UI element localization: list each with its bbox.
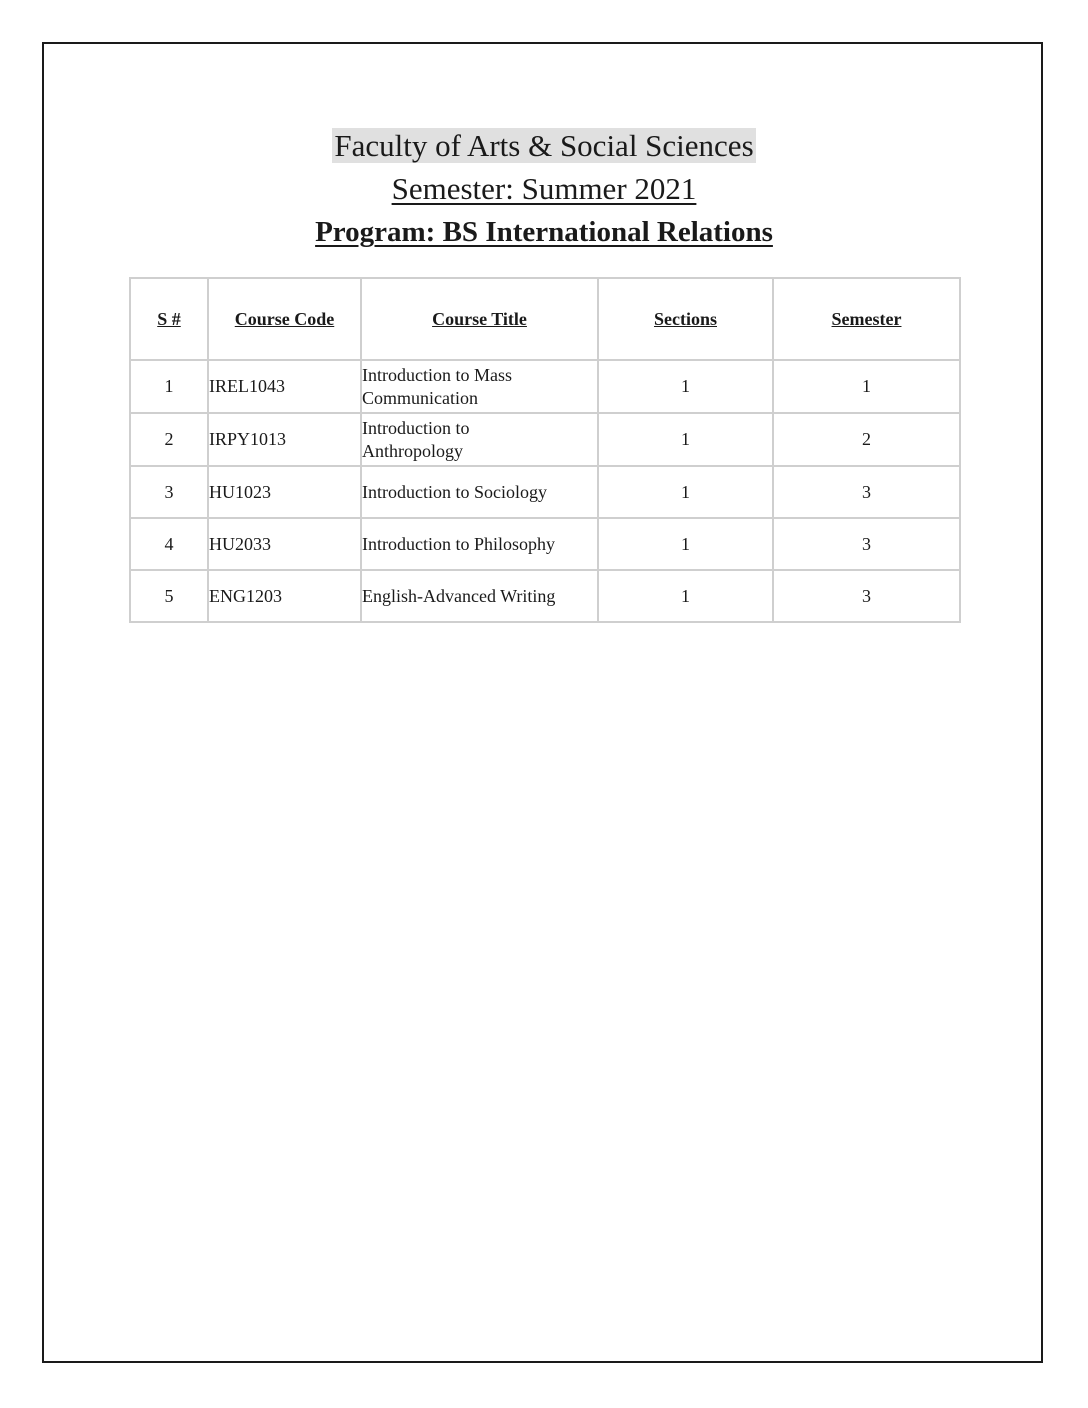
cell-semester: 2 [773, 413, 960, 466]
cell-course-code: HU1023 [208, 466, 361, 518]
cell-course-title: Introduction to Mass Communication [361, 360, 598, 413]
cell-sections: 1 [598, 466, 773, 518]
cell-semester: 1 [773, 360, 960, 413]
table-header-row [130, 278, 960, 360]
column-header-sections: Sections [598, 278, 773, 360]
cell-semester: 3 [773, 518, 960, 570]
cell-sn: 5 [130, 570, 208, 622]
column-header-sn: S # [130, 278, 208, 360]
program-title: Program: BS International Relations [315, 216, 773, 248]
cell-sections: 1 [598, 518, 773, 570]
table-row [130, 570, 960, 622]
cell-sections: 1 [598, 360, 773, 413]
column-header-semester: Semester [773, 278, 960, 360]
cell-course-title: Introduction to Anthropology [361, 413, 598, 466]
cell-course-code: HU2033 [208, 518, 361, 570]
cell-sn: 3 [130, 466, 208, 518]
cell-sections: 1 [598, 570, 773, 622]
cell-sections: 1 [598, 413, 773, 466]
table-row [130, 518, 960, 570]
column-header-course-code: Course Code [208, 278, 361, 360]
faculty-title [0, 127, 1088, 165]
semester-title: Semester: Summer 2021 [391, 171, 697, 206]
table-row [130, 466, 960, 518]
column-header-course-title: Course Title [361, 278, 598, 360]
faculty-title-text: Faculty of Arts & Social Sciences [334, 128, 754, 163]
cell-sn: 4 [130, 518, 208, 570]
cell-course-title: English-Advanced Writing [361, 570, 598, 622]
cell-course-code: IREL1043 [208, 360, 361, 413]
table-row [130, 413, 960, 466]
cell-sn: 1 [130, 360, 208, 413]
cell-course-code: IRPY1013 [208, 413, 361, 466]
cell-course-title: Introduction to Sociology [361, 466, 598, 518]
cell-sn: 2 [130, 413, 208, 466]
cell-semester: 3 [773, 466, 960, 518]
cell-semester: 3 [773, 570, 960, 622]
table-row [130, 360, 960, 413]
cell-course-title: Introduction to Philosophy [361, 518, 598, 570]
course-table [129, 277, 961, 623]
cell-course-code: ENG1203 [208, 570, 361, 622]
